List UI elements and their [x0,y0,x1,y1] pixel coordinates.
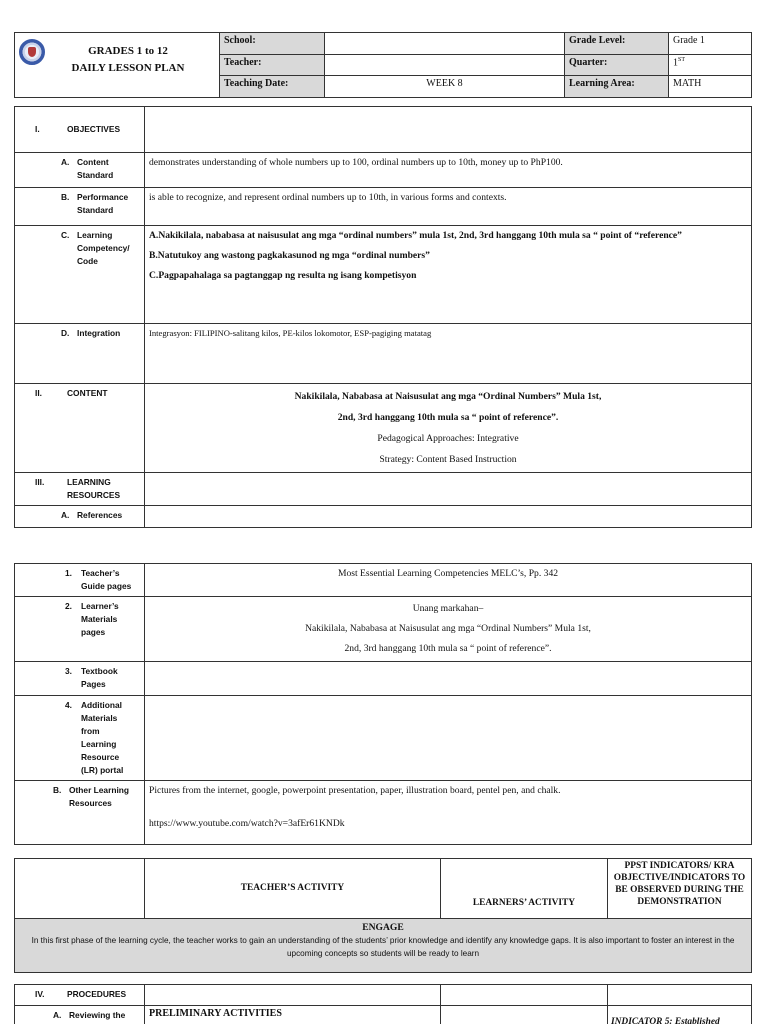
deped-seal-icon [19,39,45,65]
teachers-guide-label: Teacher’s Guide pages [81,568,132,591]
teacher-label: Teacher: [220,54,325,76]
indicator-5: INDICATOR 5: Established [608,1006,752,1024]
content-line4: Strategy: Content Based Instruction [379,454,517,465]
content-standard-text: demonstrates understanding of whole numbers up to 100, ordinal numbers up to 10th, money up to PhP100. [145,153,752,188]
textbook-text [145,662,752,696]
teacher-value [325,54,565,76]
integration-text: Integrasyon: FILIPINO-salitang kilos, PE-kilos lokomotor, ESP-pagiging matatag [145,324,752,384]
textbook-label-cell [15,662,145,696]
header-title-line2: DAILY LESSON PLAN [71,62,185,74]
content-standard-letter: A. [61,157,70,167]
teaching-date-value: WEEK 8 [325,76,565,98]
preliminary-activities: PRELIMINARY ACTIVITIES [145,1006,441,1024]
content-cell [145,384,752,473]
quarter-label: Quarter: [565,54,669,76]
activity-table [14,858,752,973]
textbook-num: 3. [65,666,72,676]
content-standard-label: Content Standard [77,157,114,180]
learning-area-label: Learning Area: [565,76,669,98]
learning-resources-label-cell [15,473,145,506]
procedures-ppst-cell [608,985,752,1006]
header-table [14,32,752,98]
objectives-content-cell [145,107,752,153]
objectives-table [14,106,752,528]
content-line1: Nakikilala, Nababasa at Naisusulat ang mga “Ordinal Numbers” Mula 1st, [294,391,602,402]
teacher-activity-header: TEACHER’S ACTIVITY [145,859,441,919]
procedures-label: PROCEDURES [67,989,127,999]
learners-materials-num: 2. [65,601,72,611]
additional-materials-label: Additional Materials from Learning Resource (LR) portal [81,700,124,775]
quarter-suffix: ST [678,56,686,63]
grade-level-label: Grade Level: [565,33,669,55]
learning-area-value: MATH [669,76,752,98]
quarter-number: 1 [673,56,678,68]
procedures-table [14,984,752,1024]
other-resources-label: Other Learning Resources [69,785,130,808]
grade-level-value: Grade 1 [669,33,752,55]
learners-materials-line1: Unang markahan– [412,603,484,614]
learners-materials-line3: 2nd, 3rd hanggang 10th mula sa “ point of reference”. [344,643,552,654]
quarter-value [669,54,752,76]
teachers-guide-num: 1. [65,568,72,578]
learning-competency-cell [145,226,752,324]
objectives-num: I. [35,124,40,134]
learning-resources-num: III. [35,477,45,487]
performance-standard-text: is able to recognize, and represent ordinal numbers up to 10th, in various forms and contexts. [145,188,752,226]
header-title-line1: GRADES 1 to 12 [88,45,168,57]
engage-text: In this first phase of the learning cycle, the teacher works to gain an understanding of the students’ prior knowledge and identify any knowledge gaps. It is also important to foster an interest in the upcoming concepts so students will be ready to learn [31,936,735,958]
reviewing-label: Reviewing the [69,1010,126,1020]
engage-band [15,919,752,973]
other-resources-letter: B. [53,785,62,795]
content-label-cell [15,384,145,473]
learners-materials-label: Learner’s Materials pages [81,601,119,637]
references-label-cell [15,506,145,528]
learning-competency-label: Learning Competency/ Code [77,230,130,266]
procedures-learners-cell [441,985,608,1006]
teachers-guide-label-cell [15,564,145,597]
integration-label-cell [15,324,145,384]
procedures-num: IV. [35,989,45,999]
procedures-label-cell [15,985,145,1006]
additional-materials-num: 4. [65,700,72,710]
other-resources-cell [145,781,752,845]
header-title-cell [15,33,220,98]
content-standard-label-cell [15,153,145,188]
references-content-cell [145,506,752,528]
content-num: II. [35,388,42,398]
learners-materials-line2: Nakikilala, Nababasa at Naisusulat ang mga “Ordinal Numbers” Mula 1st, [305,623,591,634]
reviewing-letter: A. [53,1010,62,1020]
learning-competency-item-a: A.Nakikilala, nababasa at naisusulat ang mga “ordinal numbers” mula 1st, 2nd, 3rd hanggang 10th mula sa “ point of “reference” [149,230,682,241]
engage-title: ENGAGE [362,922,404,933]
references-letter: A. [61,510,70,520]
content-line2: 2nd, 3rd hanggang 10th mula sa “ point of reference”. [337,412,559,423]
teachers-guide-text: Most Essential Learning Competencies MELC’s, Pp. 342 [145,564,752,597]
activity-blank-cell [15,859,145,919]
textbook-label: Textbook Pages [81,666,118,689]
learning-competency-label-cell [15,226,145,324]
learning-competency-item-c: C.Pagpapahalaga sa pagtanggap ng resulta ng isang kompetisyon [149,270,417,281]
content-label: CONTENT [67,388,108,398]
additional-materials-label-cell [15,696,145,781]
resources-table [14,563,752,845]
school-label: School: [220,33,325,55]
integration-label: Integration [77,328,121,338]
other-resources-label-cell [15,781,145,845]
reviewing-label-cell [15,1006,145,1024]
learning-competency-item-b: B.Natutukoy ang wastong pagkakasunod ng mga “ordinal numbers” [149,250,430,261]
objectives-label: OBJECTIVES [67,124,121,134]
content-line3: Pedagogical Approaches: Integrative [377,433,519,444]
school-value [325,33,565,55]
reviewing-learners-cell [441,1006,608,1024]
performance-standard-letter: B. [61,192,70,202]
performance-standard-label: Performance Standard [77,192,129,215]
learners-materials-cell [145,597,752,662]
learners-materials-label-cell [15,597,145,662]
learning-resources-content-cell [145,473,752,506]
additional-materials-text [145,696,752,781]
integration-letter: D. [61,328,70,338]
objectives-label-cell [15,107,145,153]
learning-resources-label: LEARNING RESOURCES [67,477,121,500]
procedures-teacher-cell [145,985,441,1006]
other-resources-text: Pictures from the internet, google, powerpoint presentation, paper, illustration board, pentel pen, and chalk. [149,785,561,796]
references-label: References [77,510,123,520]
ppst-indicators-header: PPST INDICATORS/ KRA OBJECTIVE/INDICATORS TO BE OBSERVED DURING THE DEMONSTRATION [608,859,752,919]
youtube-link[interactable]: https://www.youtube.com/watch?v=3afEr61KNDk [149,818,345,829]
learning-competency-letter: C. [61,230,70,240]
performance-standard-label-cell [15,188,145,226]
learners-activity-header: LEARNERS’ ACTIVITY [441,859,608,919]
teaching-date-label: Teaching Date: [220,76,325,98]
